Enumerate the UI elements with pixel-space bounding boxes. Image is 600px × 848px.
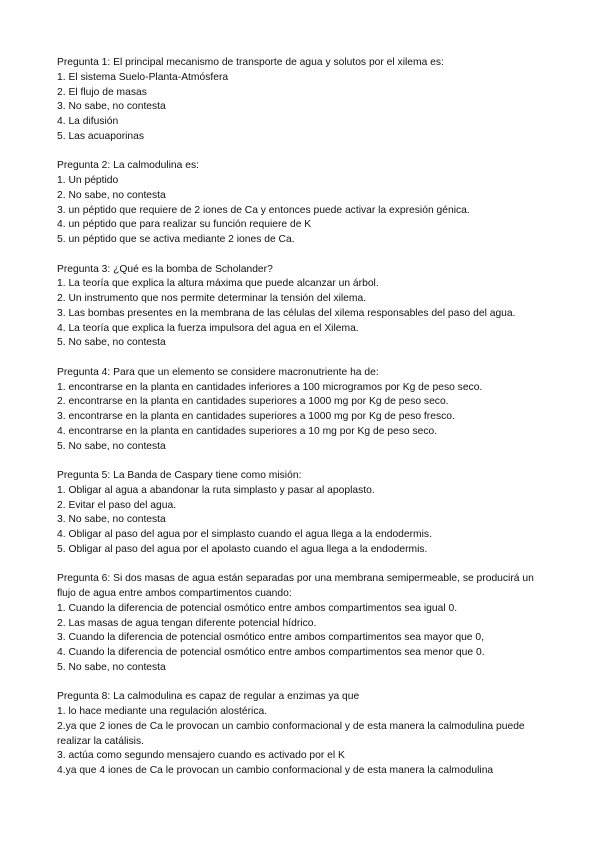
- question-title: Pregunta 3: ¿Qué es la bomba de Scholander?: [57, 263, 273, 275]
- answer-option: 4. encontrarse en la planta en cantidades superiores a 10 mg por Kg de peso seco.: [57, 425, 438, 437]
- question-title: Pregunta 8: La calmodulina es capaz de regular a enzimas ya que: [57, 691, 360, 703]
- answer-option: 1. Cuando la diferencia de potencial osmótico entre ambos compartimentos sea igual 0.: [57, 602, 458, 614]
- answer-option: 2. Las masas de agua tengan diferente potencial hídrico.: [57, 617, 317, 629]
- answer-option: 2. encontrarse en la planta en cantidades superiores a 1000 mg por Kg de peso seco.: [57, 396, 449, 408]
- question-8: [57, 690, 537, 779]
- question-title: Pregunta 4: Para que un elemento se considere macronutriente ha de:: [57, 366, 379, 378]
- answer-option: 4. Cuando la diferencia de potencial osmótico entre ambos compartimentos sea menor que 0.: [57, 647, 485, 658]
- answer-option: 4. Obligar al paso del agua por el simplasto cuando el agua llega a la endodermis.: [57, 529, 432, 540]
- question-6: [57, 572, 537, 675]
- answer-option: 5. No sabe, no contesta: [57, 661, 166, 673]
- answer-option: 5. un péptido que se activa mediante 2 iones de Ca.: [57, 234, 295, 245]
- answer-option: 2. El flujo de masas: [57, 86, 147, 98]
- answer-option: 4. un péptido que para realizar su función requiere de K: [57, 219, 312, 231]
- answer-option: 3. un péptido que requiere de 2 iones de Ca y entonces puede activar la expresión génica.: [57, 204, 470, 216]
- answer-option: 3. actúa como segundo mensajero cuando es activado por el K: [57, 750, 345, 762]
- answer-option: 2. No sabe, no contesta: [57, 189, 166, 201]
- answer-option: 1. El sistema Suelo-Planta-Atmósfera: [57, 71, 229, 83]
- question-3: [57, 263, 537, 352]
- question-title: Pregunta 2: La calmodulina es:: [57, 160, 199, 172]
- answer-option: 2. Evitar el paso del agua.: [57, 499, 177, 511]
- answer-option: 3. Las bombas presentes en la membrana de las células del xilema responsables del paso del agua.: [57, 307, 516, 319]
- answer-option: 1. Obligar al agua a abandonar la ruta simplasto y pasar al apoplasto.: [57, 484, 375, 496]
- answer-option: 3. No sabe, no contesta: [57, 514, 166, 526]
- answer-option: 1. Un péptido: [57, 175, 119, 186]
- answer-option: 2.ya que 2 iones de Ca le provocan un cambio conformacional y de esta manera la calmodulina puede realizar la catálisis.: [57, 720, 525, 747]
- question-title: Pregunta 6: Si dos masas de agua están separadas por una membrana semipermeable, se producirá un flujo de agua entre ambos compartimentos cuando:: [57, 573, 534, 599]
- answer-option: 3. No sabe, no contesta: [57, 101, 166, 113]
- answer-option: 2. Un instrumento que nos permite determinar la tensión del xilema.: [57, 293, 367, 304]
- answer-option: 4.ya que 4 iones de Ca le provocan un cambio conformacional y de esta manera la calmodulina: [57, 765, 494, 776]
- answer-option: 4. La difusión: [57, 116, 119, 127]
- answer-option: 5. Obligar al paso del agua por el apolasto cuando el agua llega a la endodermis.: [57, 543, 428, 555]
- answer-option: 4. La teoría que explica la fuerza impulsora del agua en el Xilema.: [57, 322, 359, 334]
- answer-option: 3. encontrarse en la planta en cantidades superiores a 1000 mg por Kg de peso fresco.: [57, 411, 455, 422]
- answer-option: 5. Las acuaporinas: [57, 130, 145, 142]
- answer-option: 3. Cuando la diferencia de potencial osmótico entre ambos compartimentos sea mayor que 0,: [57, 632, 484, 644]
- question-1: [57, 56, 537, 145]
- answer-option: 5. No sabe, no contesta: [57, 337, 166, 349]
- question-title: Pregunta 1: El principal mecanismo de transporte de agua y solutos por el xilema es:: [57, 57, 444, 68]
- question-5: [57, 469, 537, 558]
- question-4: [57, 366, 537, 455]
- answer-option: 1. encontrarse en la planta en cantidades inferiores a 100 microgramos por Kg de peso seco.: [57, 381, 483, 393]
- answer-option: 1. lo hace mediante una regulación alostérica.: [57, 706, 268, 717]
- answer-option: 5. No sabe, no contesta: [57, 440, 166, 452]
- answer-option: 1. La teoría que explica la altura máxima que puede alcanzar un árbol.: [57, 278, 379, 290]
- question-2: [57, 159, 537, 248]
- question-title: Pregunta 5: La Banda de Caspary tiene como misión:: [57, 470, 302, 481]
- question-list: [57, 56, 537, 794]
